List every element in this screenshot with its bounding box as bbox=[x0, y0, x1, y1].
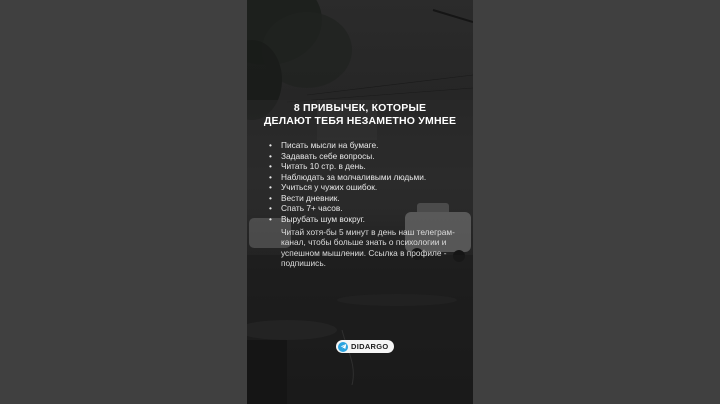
telegram-promo-text: Читай хотя-бы 5 минут в день наш телеграм-канал, чтобы больше знать о психологии и успешном мышлении. Ссылка в профиле - подпишись. bbox=[281, 227, 455, 268]
video-title bbox=[247, 102, 473, 128]
habit-item: • Задавать себе вопросы. bbox=[269, 151, 469, 162]
habit-item: • Учиться у чужих ошибок. bbox=[269, 182, 469, 193]
habit-item: • Читать 10 стр. в день. bbox=[269, 161, 469, 172]
video-frame[interactable] bbox=[247, 0, 473, 404]
channel-badge[interactable] bbox=[336, 340, 394, 353]
telegram-icon bbox=[338, 342, 348, 352]
habit-item: • Наблюдать за молчаливыми людьми. bbox=[269, 172, 469, 183]
habit-item: • Писать мысли на бумаге. bbox=[269, 140, 469, 151]
habit-item: • Вести дневник. bbox=[269, 193, 469, 204]
channel-name: DIDARGO bbox=[351, 342, 389, 351]
title-line-1: 8 ПРИВЫЧЕК, КОТОРЫЕ bbox=[293, 102, 427, 114]
habit-item: • Спать 7+ часов. bbox=[269, 203, 469, 214]
habits-list bbox=[269, 140, 469, 224]
pillarbox-left bbox=[0, 0, 247, 404]
habit-item: • Вырубать шум вокруг. bbox=[269, 214, 469, 225]
title-line-2: ДЕЛАЮТ ТЕБЯ НЕЗАМЕТНО УМНЕЕ bbox=[263, 115, 457, 127]
pillarbox-right bbox=[473, 0, 720, 404]
